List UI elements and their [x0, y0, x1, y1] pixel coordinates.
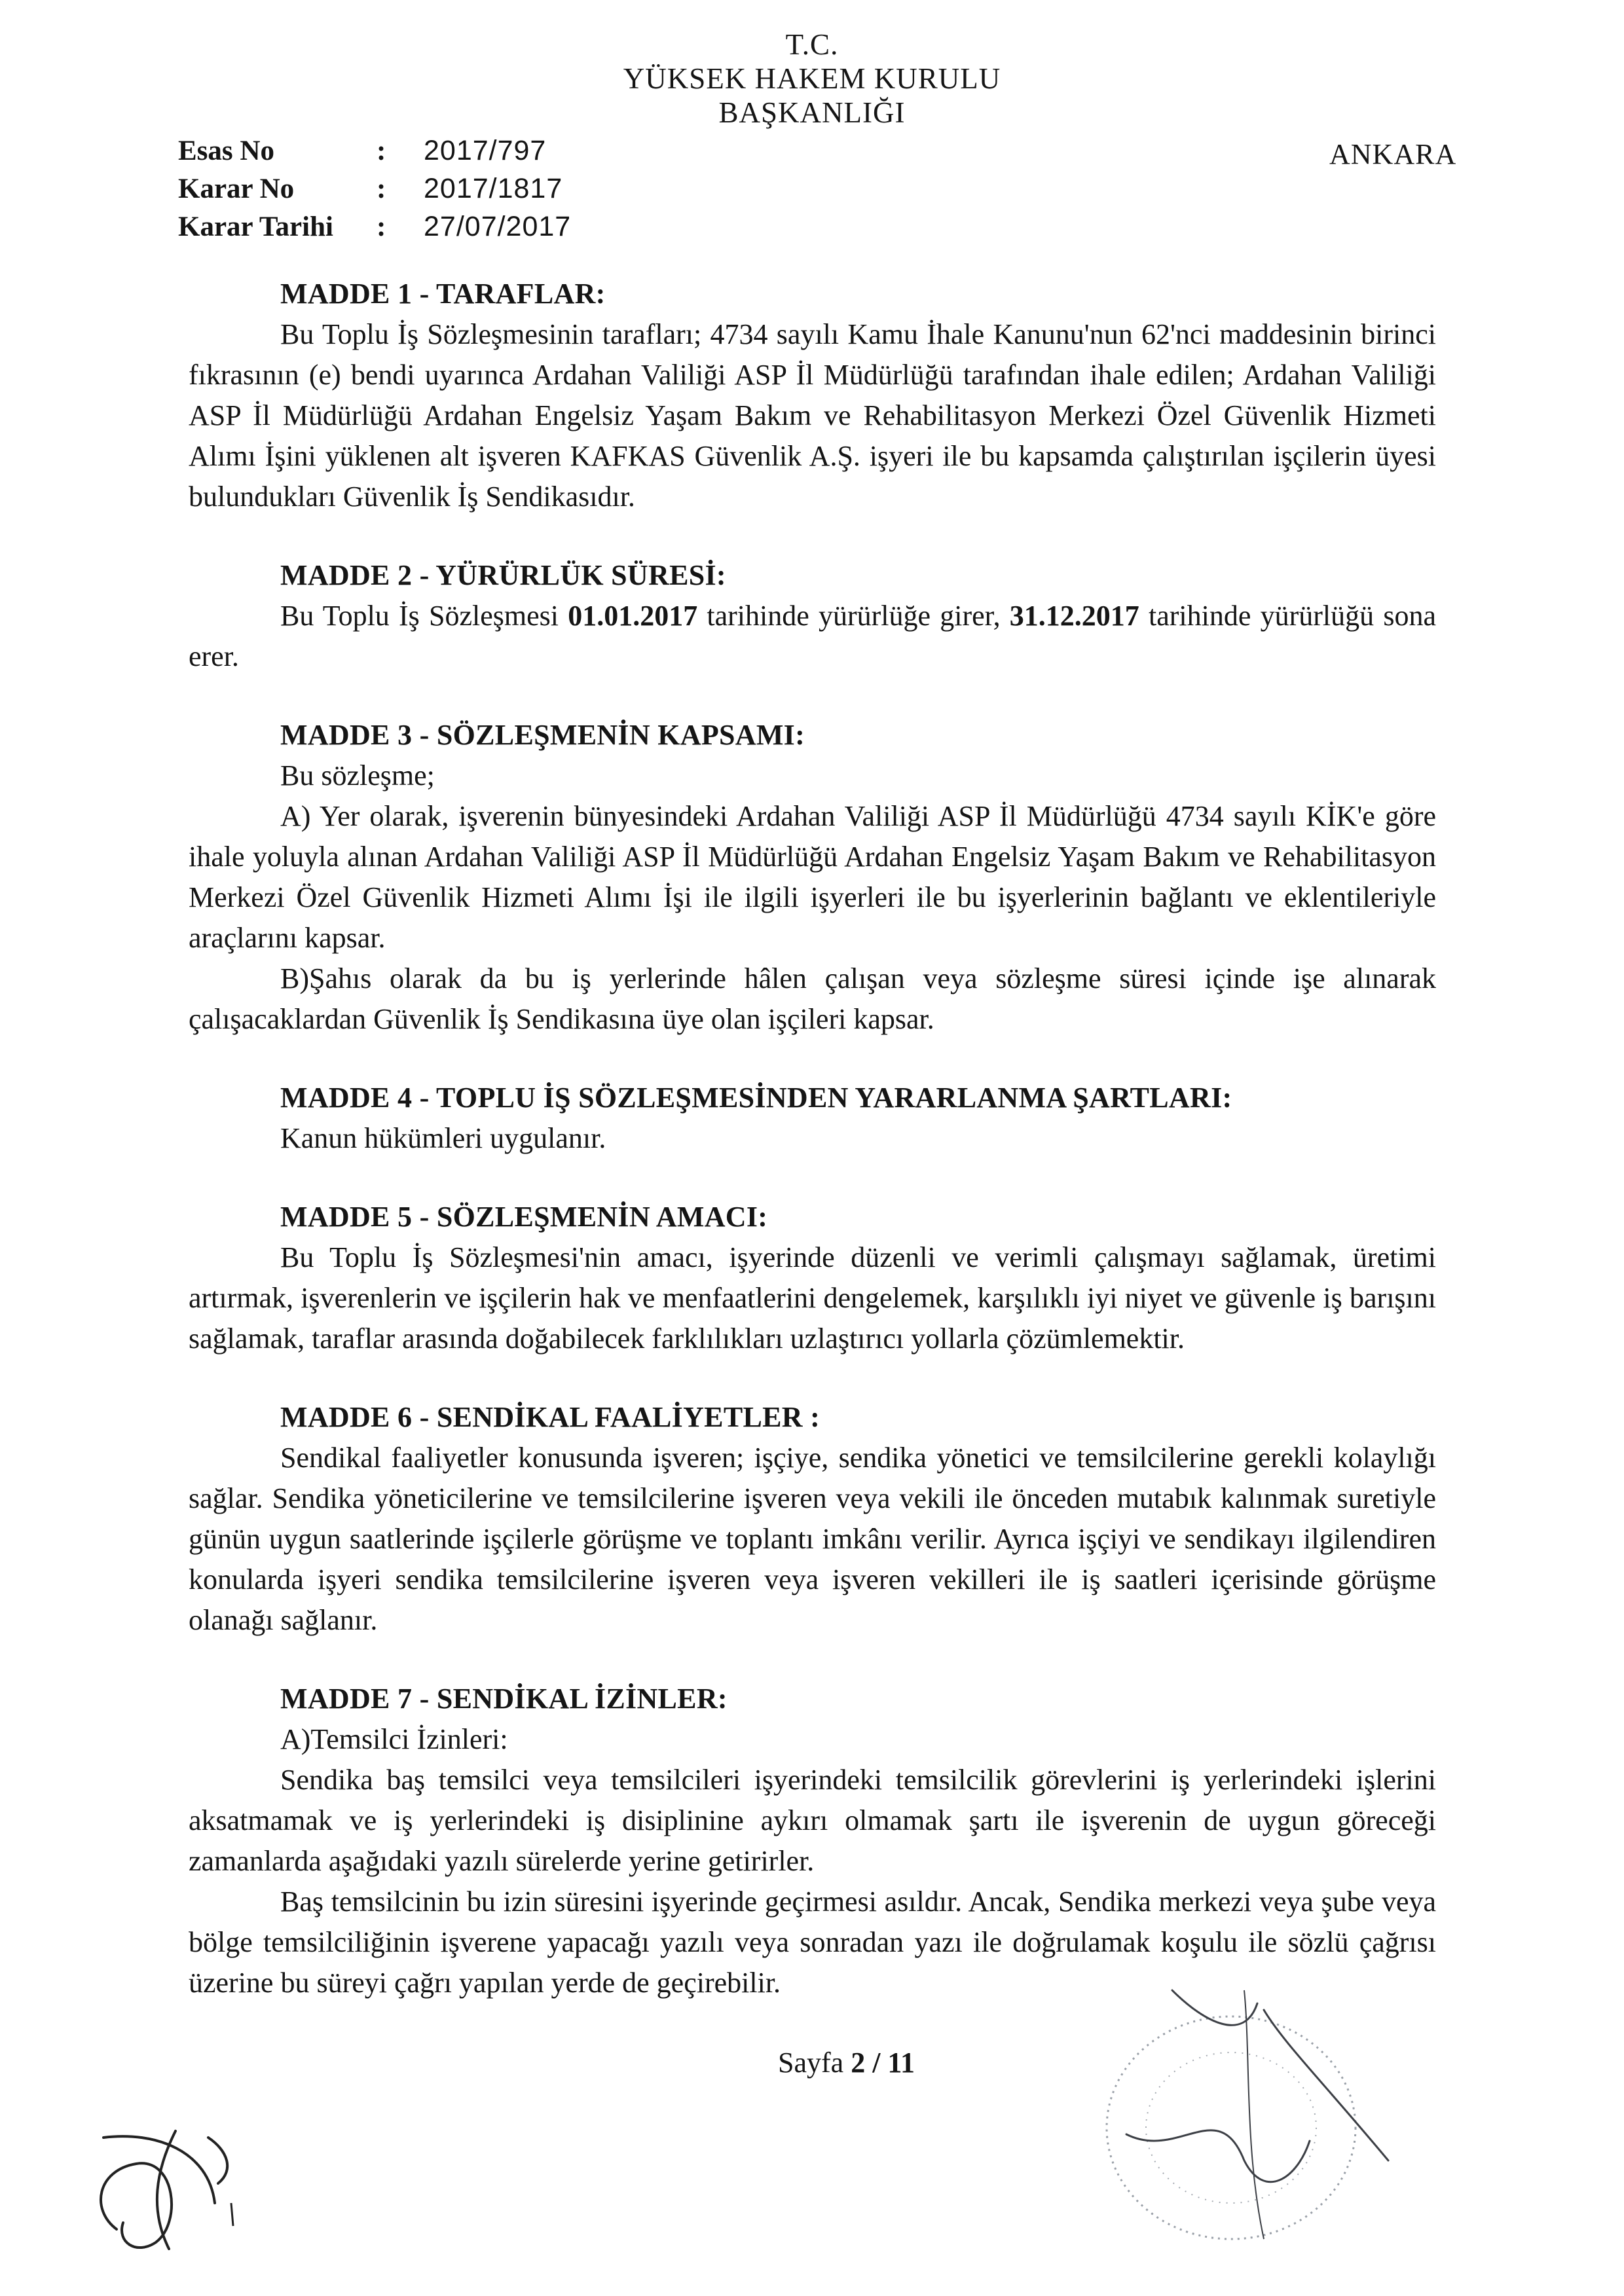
text-run: tarihinde yürürlüğü sona erer.	[189, 600, 1436, 672]
header-department: BAŞKANLIĞI	[718, 96, 906, 129]
document-body	[189, 274, 1436, 2003]
meta-label: Esas No	[178, 136, 274, 166]
header-city: ANKARA	[1329, 138, 1457, 170]
article-4	[189, 1078, 1436, 1159]
signature-icon	[77, 2111, 248, 2262]
article-title: MADDE 6 - SENDİKAL FAALİYETLER :	[280, 1401, 821, 1433]
page-label: Sayfa	[778, 2047, 851, 2079]
article-paragraph: Kanun hükümleri uygulanır.	[280, 1122, 606, 1154]
page-separator: /	[865, 2047, 888, 2079]
article-7	[189, 1679, 1436, 2003]
article-2	[189, 555, 1436, 677]
article-paragraph: Bu Toplu İş Sözleşmesi'nin amacı, işyerinde düzenli ve verimli çalışmayı sağlamak, üretimi artırmak, işverenlerin ve işçilerin hak ve menfaatlerini dengelemek, karşılıklı iyi niyet ve güvenle iş barışını sağlamak, taraflar arasında doğabilecek farklılıkları uzlaştırıcı yollarla çözümlemektir.	[189, 1241, 1436, 1355]
header-tc: T.C.	[785, 28, 839, 61]
article-title: MADDE 4 - TOPLU İŞ SÖZLEŞMESİNDEN YARARLANMA ŞARTLARI:	[280, 1082, 1232, 1114]
article-paragraph: Sendika baş temsilci veya temsilcileri işyerindeki temsilcilik görevlerini iş yerlerindeki işlerini aksatmamak ve iş yerlerindeki iş disiplinine aykırı olmamak şartı ile işverenin de uygun göreceği zamanlarda aşağıdaki yazılı sürelerde yerine getirirler.	[189, 1764, 1436, 1877]
article-title: MADDE 3 - SÖZLEŞMENİN KAPSAMI:	[280, 719, 805, 751]
article-title: MADDE 1 - TARAFLAR:	[280, 278, 606, 310]
article-paragraph: B)Şahıs olarak da bu iş yerlerinde hâlen çalışan veya sözleşme süresi içinde işe alınarak çalışacaklardan Güvenlik İş Sendikasına üye olan işçileri kapsar.	[189, 962, 1436, 1035]
article-paragraph: Bu Toplu İş Sözleşmesinin tarafları; 4734 sayılı Kamu İhale Kanunu'nun 62'nci maddesinin birinci fıkrasının (e) bendi uyarınca Ardahan Valiliği ASP İl Müdürlüğü tarafından ihale edilen; Ardahan Valiliği ASP İl Müdürlüğü Ardahan Engelsiz Yaşam Bakım ve Rehabilitasyon Merkezi Özel Güvenlik Hizmeti Alımı İşini yüklenen alt işveren KAFKAS Güvenlik A.Ş. işyeri ile bu kapsamda çalıştırılan işçilerin üyesi bulundukları Güvenlik İş Sendikasıdır.	[189, 318, 1436, 513]
article-title: MADDE 2 - YÜRÜRLÜK SÜRESİ:	[280, 559, 726, 591]
article-5	[189, 1197, 1436, 1359]
article-intro: Bu sözleşme;	[280, 759, 435, 792]
article-title: MADDE 5 - SÖZLEŞMENİN AMACI:	[280, 1201, 768, 1233]
header-institution: YÜKSEK HAKEM KURULU	[623, 62, 1001, 95]
article-subheading: A)Temsilci İzinleri:	[280, 1723, 508, 1755]
article-paragraph	[189, 596, 1436, 677]
meta-label: Karar No	[178, 173, 295, 204]
article-paragraph: A) Yer olarak, işverenin bünyesindeki Ardahan Valiliği ASP İl Müdürlüğü 4734 sayılı KİK'e göre ihale yoluyla alınan Ardahan Valiliği ASP İl Müdürlüğü Ardahan Engelsiz Yaşam Bakım ve Rehabilitasyon Merkezi Özel Güvenlik Hizmeti Alımı İşi ile ilgili işyerleri ile bu işyerlerinin bağlantı ve eklentileriyle araçlarını kapsar.	[189, 800, 1436, 954]
article-paragraph: Sendikal faaliyetler konusunda işveren; işçiye, sendika yönetici ve temsilcilerine gerekli kolaylığı sağlar. Sendika yöneticilerine ve temsilcilerine işveren veya vekili ile önceden mutabık kalınmak suretiyle günün uygun saatlerinde işçilerle görüşme ve toplantı imkânı verilir. Ayrıca işçiyi ve sendikayı ilgilendiren konularda işyeri sendika temsilcilerine işveren veya işveren vekilleri ile iş saatleri içerisinde görüşme olanağı sağlanır.	[189, 1442, 1436, 1636]
text-run: tarihinde yürürlüğe girer,	[697, 600, 1010, 632]
page-current: 2	[851, 2047, 866, 2079]
seal-stamp-icon	[1048, 1964, 1414, 2278]
meta-value: 27/07/2017	[424, 211, 572, 242]
article-1	[189, 274, 1436, 517]
text-run: Bu Toplu İş Sözleşmesi	[280, 600, 568, 632]
article-6	[189, 1397, 1436, 1641]
end-date: 31.12.2017	[1009, 600, 1139, 632]
meta-value: 2017/1817	[424, 173, 563, 204]
meta-value: 2017/797	[424, 135, 547, 166]
meta-colon: :	[377, 173, 386, 204]
page-number	[778, 2046, 915, 2079]
article-3	[189, 715, 1436, 1040]
start-date: 01.01.2017	[568, 600, 698, 632]
meta-colon: :	[377, 211, 386, 242]
meta-label: Karar Tarihi	[178, 211, 333, 242]
meta-colon: :	[377, 136, 386, 166]
article-title: MADDE 7 - SENDİKAL İZİNLER:	[280, 1683, 728, 1715]
page-total: 11	[887, 2047, 915, 2079]
article-paragraph: Baş temsilcinin bu izin süresini işyerinde geçirmesi asıldır. Ancak, Sendika merkezi veya şube veya bölge temsilciliğinin işverene yapacağı yazılı veya sonradan yazı ile doğrulamak koşulu ile sözlü çağrısı üzerine bu süreyi çağrı yapılan yerde de geçirebilir.	[189, 1886, 1436, 1999]
